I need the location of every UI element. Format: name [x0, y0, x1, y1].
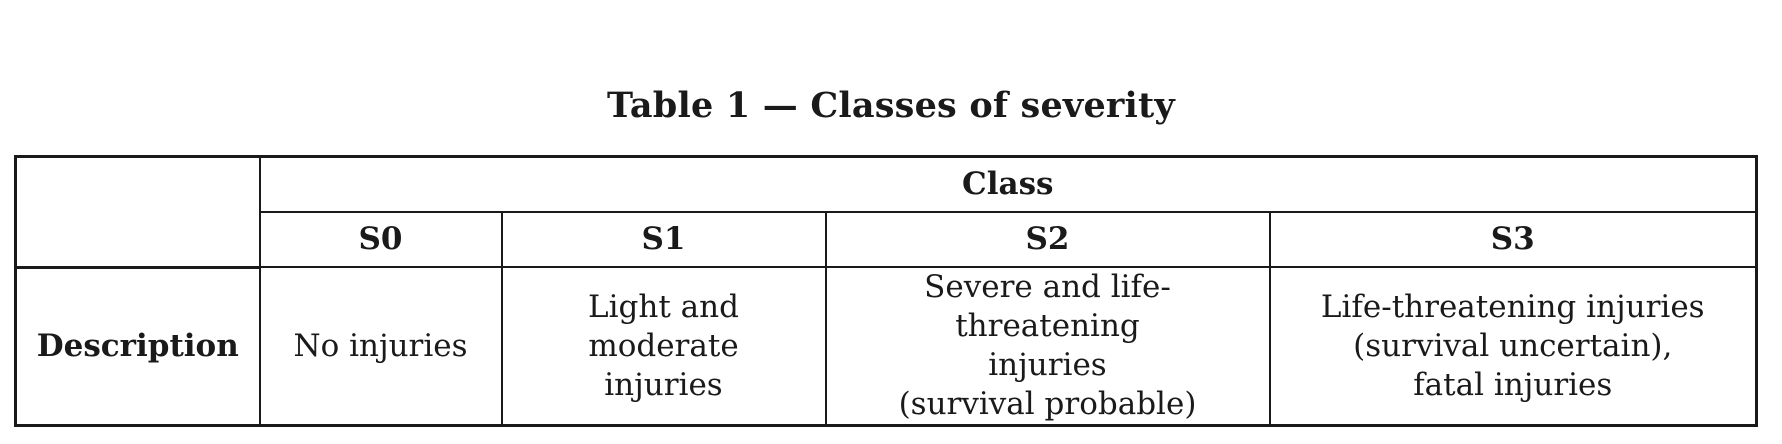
description-line: (survival probable): [898, 386, 1197, 422]
corner-cell: [16, 157, 260, 268]
description-cell-s0: [260, 267, 502, 426]
description-line: Severe and life-threatening: [924, 269, 1171, 344]
class-code-s2: S2: [826, 212, 1270, 267]
header-row-codes: [16, 212, 1757, 267]
description-cell-s3: [1270, 267, 1757, 426]
description-cell-s2: [826, 267, 1270, 426]
description-row-header: Description: [16, 267, 260, 426]
description-line: fatal injuries: [1413, 366, 1613, 403]
class-code-s0: S0: [260, 212, 502, 267]
class-group-header: Class: [260, 157, 1757, 213]
description-line: injuries: [604, 366, 723, 403]
class-code-s1: S1: [502, 212, 826, 267]
description-cell-s1: [502, 267, 826, 426]
class-code-s3: S3: [1270, 212, 1757, 267]
description-line: No injuries: [293, 327, 468, 364]
table-title: Table 1 — Classes of severity: [607, 85, 1175, 126]
description-line: injuries: [988, 347, 1107, 383]
description-line: Life-threatening injuries: [1320, 288, 1705, 325]
header-row-class: [16, 157, 1757, 213]
description-row: [16, 267, 1757, 426]
severity-classes-table: [14, 155, 1758, 427]
description-line: (survival uncertain),: [1353, 327, 1673, 364]
description-line: Light and moderate: [588, 288, 739, 364]
